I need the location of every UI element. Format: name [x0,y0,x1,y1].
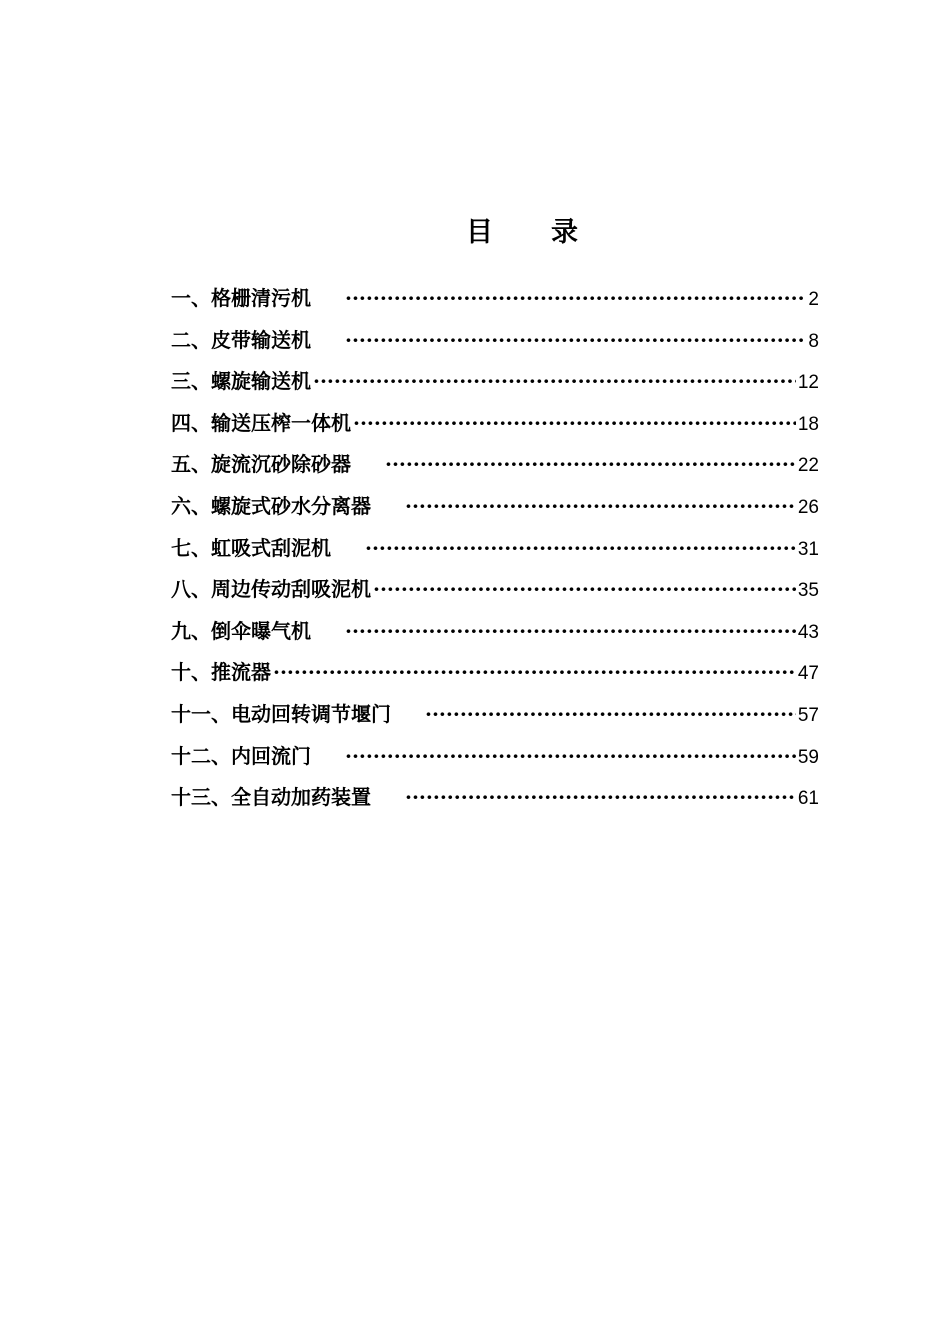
toc-entry-label: 五、旋流沉砂除砂器 [171,452,351,477]
toc-entry-label: 四、输送压榨一体机 [171,410,351,435]
toc-leader [345,744,796,768]
toc-entry-label: 三、螺旋输送机 [171,369,311,394]
toc-entry[interactable] [171,781,819,823]
toc-leader [405,785,796,809]
toc-leader [345,328,806,352]
toc-leader [313,369,796,393]
toc-leader [425,702,796,726]
toc-entry[interactable] [171,407,819,449]
toc-leader [373,577,796,601]
toc-entry-label: 九、倒伞曝气机 [171,618,311,643]
toc-page-number: 26 [797,496,819,518]
toc-entry[interactable] [171,740,819,782]
toc-entry[interactable] [171,324,819,366]
toc-leader [385,452,796,476]
toc-leader [273,660,796,684]
toc-leader [365,536,796,560]
toc-page-number: 61 [797,788,819,810]
toc-entry-label: 七、虹吸式刮泥机 [171,535,331,560]
toc-entry-label: 八、周边传动刮吸泥机 [171,577,371,602]
table-of-contents [171,282,819,823]
toc-entry[interactable] [171,448,819,490]
toc-entry-label: 十三、全自动加药装置 [171,785,371,810]
toc-entry-label: 一、格栅清污机 [171,286,311,310]
toc-page-number: 2 [808,289,819,310]
toc-page-number: 43 [797,621,819,643]
toc-page-number: 8 [808,330,819,352]
toc-leader [345,286,806,310]
toc-entry[interactable] [171,573,819,615]
toc-page-number: 35 [797,580,819,602]
toc-entry-label: 十二、内回流门 [171,743,311,768]
toc-leader [345,619,796,643]
toc-entry[interactable] [171,490,819,532]
toc-page-number: 31 [797,538,819,560]
title-char-2: 录 [551,217,580,248]
toc-page-number: 22 [797,455,819,477]
toc-entry[interactable] [171,615,819,657]
toc-entry[interactable] [171,698,819,740]
toc-entry[interactable] [171,365,819,407]
toc-page-number: 18 [797,413,819,435]
title-char-1: 目 [466,217,495,248]
toc-entry-label: 六、螺旋式砂水分离器 [171,493,371,518]
toc-entry[interactable] [171,532,819,574]
toc-page-number: 59 [797,746,819,768]
toc-leader [405,494,796,518]
toc-entry[interactable] [171,282,819,324]
toc-leader [353,411,796,435]
toc-entry-label: 十一、电动回转调节堰门 [171,701,391,726]
page-title [0,210,950,249]
toc-page-number: 12 [797,372,819,394]
toc-entry[interactable] [171,656,819,698]
toc-page-number: 57 [797,704,819,726]
toc-entry-label: 二、皮带输送机 [171,327,311,352]
toc-entry-label: 十、推流器 [171,660,271,685]
toc-page-number: 47 [797,663,819,685]
